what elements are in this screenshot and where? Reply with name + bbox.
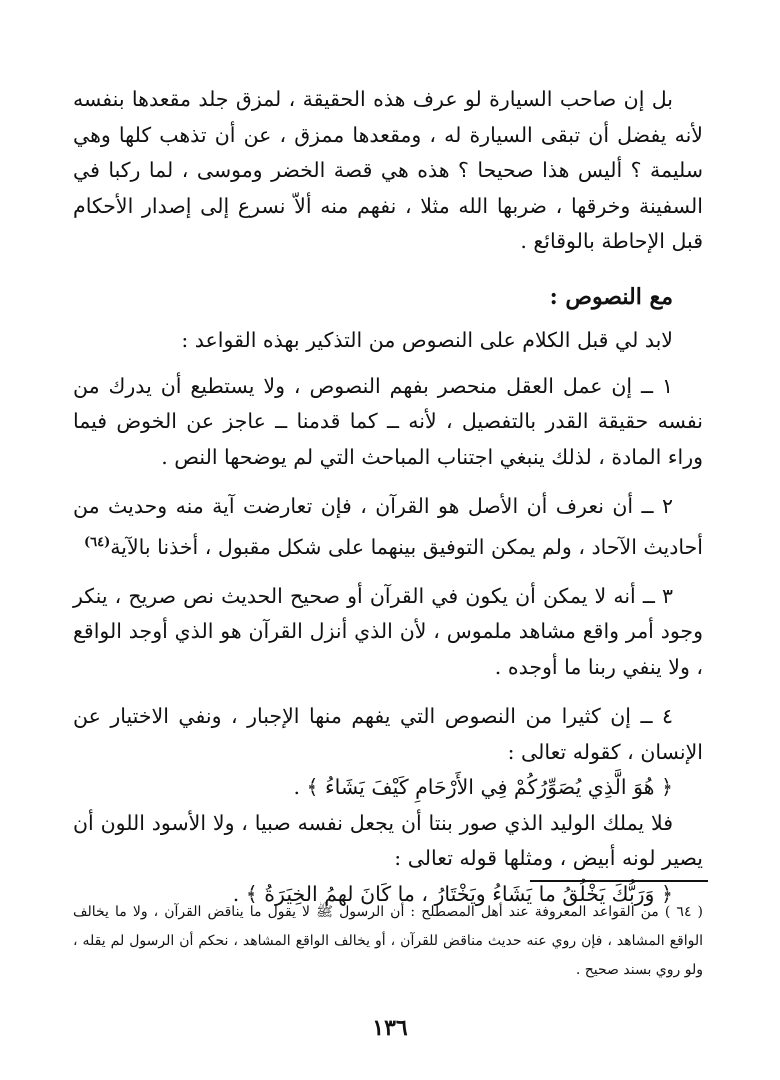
opening-paragraph: بل إن صاحب السيارة لو عرف هذه الحقيقة ، لمزق جلد مقعدها بنفسه لأنه يفضل أن تبقى السيارة له ، ومقعدها ممزق ، عن أن تذهب كلها وهي سليمة ؟ أليس هذا صحيحا ؟ هذه هي قصة الخضر وموسى ، لما ركبا في السفينة وخرقها ، ضربها الله مثلا ، نفهم منه ألاّ نسرع إلى إصدار الأحكام قبل الإحاطة بالوقائع . (73, 87, 703, 253)
rule-item-1: ١ ــ إن عمل العقل منحصر بفهم النصوص ، ولا يستطيع أن يدرك من نفسه حقيقة القدر بالتفصيل ، لأنه ــ كما قدمنا ــ عاجز عن الخوض فيما وراء المادة ، لذلك ينبغي اجتناب المباحث التي لم يوضحها النص . (73, 373, 703, 469)
quran-verse-1: ﴿ هُوَ الَّذِي يُصَوِّرُكُمْ فِي الأَرْحَامِ كَيْفَ يَشَاءُ ﴾ . (293, 775, 673, 800)
quran-verse-2: ﴿ وَرَبُّكَ يَخْلُقُ ما يَشَاءُ ويَخْتَارُ ، ما كَانَ لهمُ الخِيَرَةُ ﴾ . (232, 881, 673, 906)
rule-item-2-text: ٢ ــ أن نعرف أن الأصل هو القرآن ، فإن تعارضت آية منه وحديث من أحاديث الآحاد ، ولم يمكن التوفيق بينهما على شكل مقبول ، أخذنا بالآية (73, 494, 703, 559)
intro-line: لابد لي قبل الكلام على النصوص من التذكير بهذه القواعد : (181, 328, 673, 352)
verse-commentary: فلا يملك الوليد الذي صور بنتا أن يجعل نفسه صبيا ، ولا الأسود اللون أن يصير لونه أبيض ، ومثلها قوله تعالى : (73, 810, 703, 871)
rule-item-4: ٤ ــ إن كثيرا من النصوص التي يفهم منها الإجبار ، ونفي الاختيار عن الإنسان ، كقوله تعالى : (73, 704, 703, 764)
rule-item-2 (73, 489, 703, 565)
footnote-64: ( ٦٤ ) من القواعد المعروفة عند أهل المصطلح : أن الرسول ﷺ لا يقول ما يناقض القرآن ، ولا ما يخالف الواقع المشاهد ، فإن روي عنه حديث مناقض للقرآن ، أو يخالف الواقع المشاهد ، نحكم أن الرسول لم يقله ، ولو روي بسند صحيح . (73, 904, 704, 978)
footnote-divider (530, 880, 708, 882)
rule-item-3: ٣ ــ أنه لا يمكن أن يكون في القرآن أو صحيح الحديث نص صريح ، ينكر وجود أمر واقع مشاهد ملموس ، لأن الذي أنزل القرآن هو الذي أوجد الواقع ، ولا ينفي ربنا ما أوجده . (73, 583, 703, 679)
footnote-reference: (٦٤) (84, 534, 111, 550)
footnotes (73, 898, 703, 985)
page-number: ١٣٦ (372, 1015, 408, 1041)
main-text (73, 82, 703, 912)
section-heading: مع النصوص : (549, 283, 673, 310)
